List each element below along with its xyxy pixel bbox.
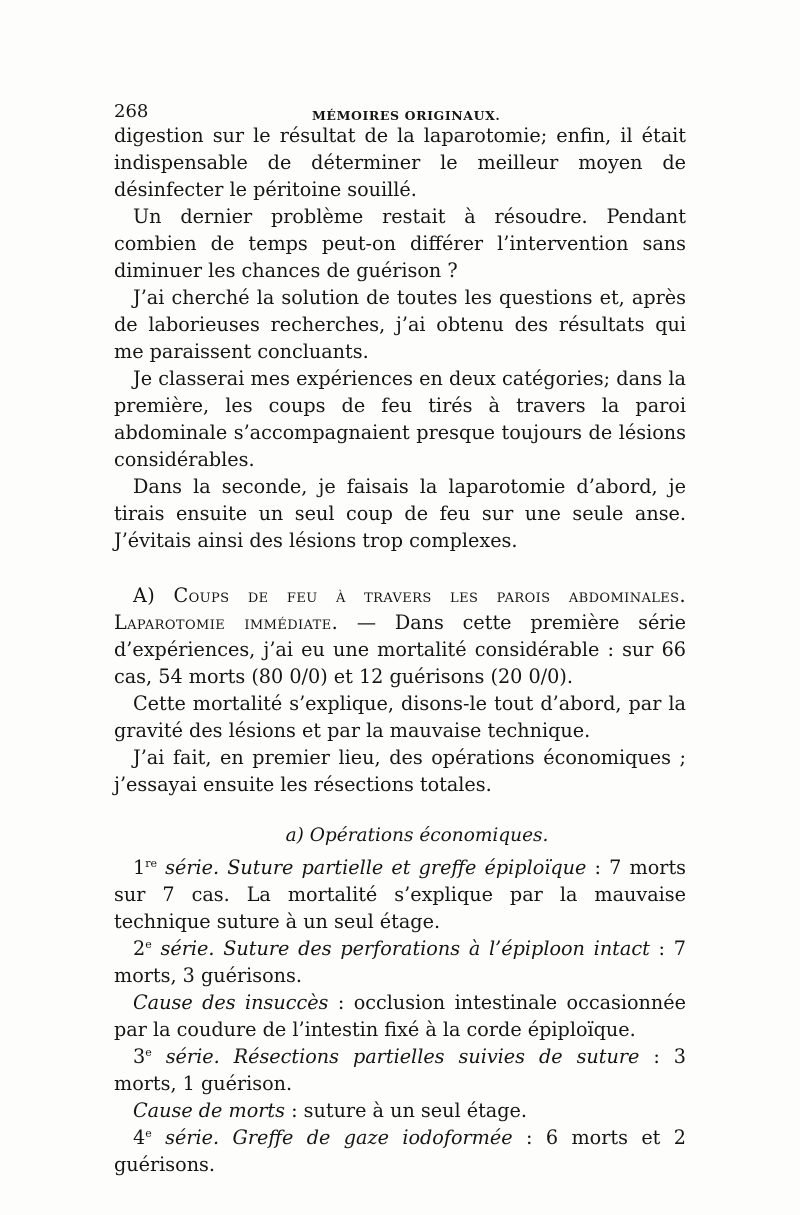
series-4-label: série. — [151, 1126, 220, 1149]
series-3-text: : 3 morts, 1 guérison. — [114, 1045, 686, 1095]
section-a-operations: J’ai fait, en premier lieu, des opérations économiques ; j’essayai ensuite les résections totales. — [114, 746, 686, 796]
series-3 — [114, 1043, 686, 1097]
page-number: 268 — [114, 101, 149, 122]
series-3-cause-text: : suture à un seul étage. — [285, 1099, 527, 1122]
paragraph-second-category: Dans la seconde, je faisais la laparotomie d’abord, je tirais ensuite un seul coup de feu sur une seule anse. J’évitais ainsi des lésions trop complexes. — [114, 475, 686, 552]
series-2-ordinal: e — [145, 938, 152, 951]
series-2-cause — [114, 989, 686, 1043]
paragraph-problem: Un dernier problème restait à résoudre. Pendant combien de temps peut-on différer l’intervention sans diminuer les chances de guérison ? — [114, 205, 686, 282]
series-1-number: 1 — [133, 856, 146, 879]
paragraph-categories: Je classerai mes expériences en deux catégories; dans la première, les coups de feu tirés à travers la paroi abdominale s’accompagnaient presque toujours de lésions considérables. — [114, 367, 686, 471]
series-1 — [114, 854, 686, 935]
series-4-number: 4 — [133, 1126, 146, 1149]
series-2-cause-text: : occlusion intestinale occasionnée par la coudure de l’intestin fixé à la corde épiploïque. — [114, 991, 686, 1041]
series-3-title: Résections partielles suivies de suture — [233, 1045, 640, 1068]
section-a-heading: A) Coups de feu à travers les parois abdominales. Laparotomie immédiate. — [114, 584, 686, 634]
series-3-cause — [114, 1097, 686, 1124]
series-2-number: 2 — [133, 937, 146, 960]
series-2-title: Suture des perforations à l’épiploon intact — [223, 937, 650, 960]
series-3-label: série. — [151, 1045, 220, 1068]
section-a-intro — [114, 582, 686, 690]
series-3-cause-label: Cause de morts — [133, 1099, 285, 1122]
series-1-ordinal: re — [145, 857, 157, 870]
series-1-text: : 7 morts sur 7 cas. La mortalité s’explique par la mauvaise technique suture à un seul étage. — [114, 856, 686, 933]
series-2-cause-label: Cause des insuccès — [133, 991, 329, 1014]
series-1-title: Suture partielle et greffe épiploïque — [227, 856, 587, 879]
book-page — [114, 92, 686, 1176]
subsection-heading: a) Opérations économiques. — [285, 825, 549, 846]
paragraph-continuation: digestion sur le résultat de la laparotomie; enfin, il était indispensable de déterminer le meilleur moyen de désinfecter le péritoine souillé. — [114, 124, 686, 201]
series-4-ordinal: e — [145, 1127, 152, 1140]
section-a-mortality: Cette mortalité s’explique, disons-le tout d’abord, par la gravité des lésions et par la mauvaise technique. — [114, 692, 686, 742]
page-header — [114, 92, 686, 122]
series-1-label: série. — [157, 856, 220, 879]
series-3-ordinal: e — [145, 1046, 152, 1059]
section-a-intro-text: — Dans cette première série d’expériences, j’ai eu une mortalité considérable : sur 66 cas, 54 morts (80 0/0) et 12 guérisons (20 0/0). — [114, 611, 686, 688]
series-2-label: série. — [151, 937, 215, 960]
series-2 — [114, 935, 686, 989]
series-4 — [114, 1124, 686, 1178]
series-4-title: Greffe de gaze iodoformée — [232, 1126, 513, 1149]
series-4-text: : 6 morts et 2 guérisons. — [114, 1126, 686, 1176]
series-3-number: 3 — [133, 1045, 146, 1068]
running-title: MÉMOIRES ORIGINAUX. — [312, 108, 501, 123]
paragraph-solution: J’ai cherché la solution de toutes les questions et, après de laborieuses recherches, j’ai obtenu des résultats qui me paraissent concluants. — [114, 286, 686, 363]
series-2-text: : 7 morts, 3 guérisons. — [114, 937, 686, 987]
